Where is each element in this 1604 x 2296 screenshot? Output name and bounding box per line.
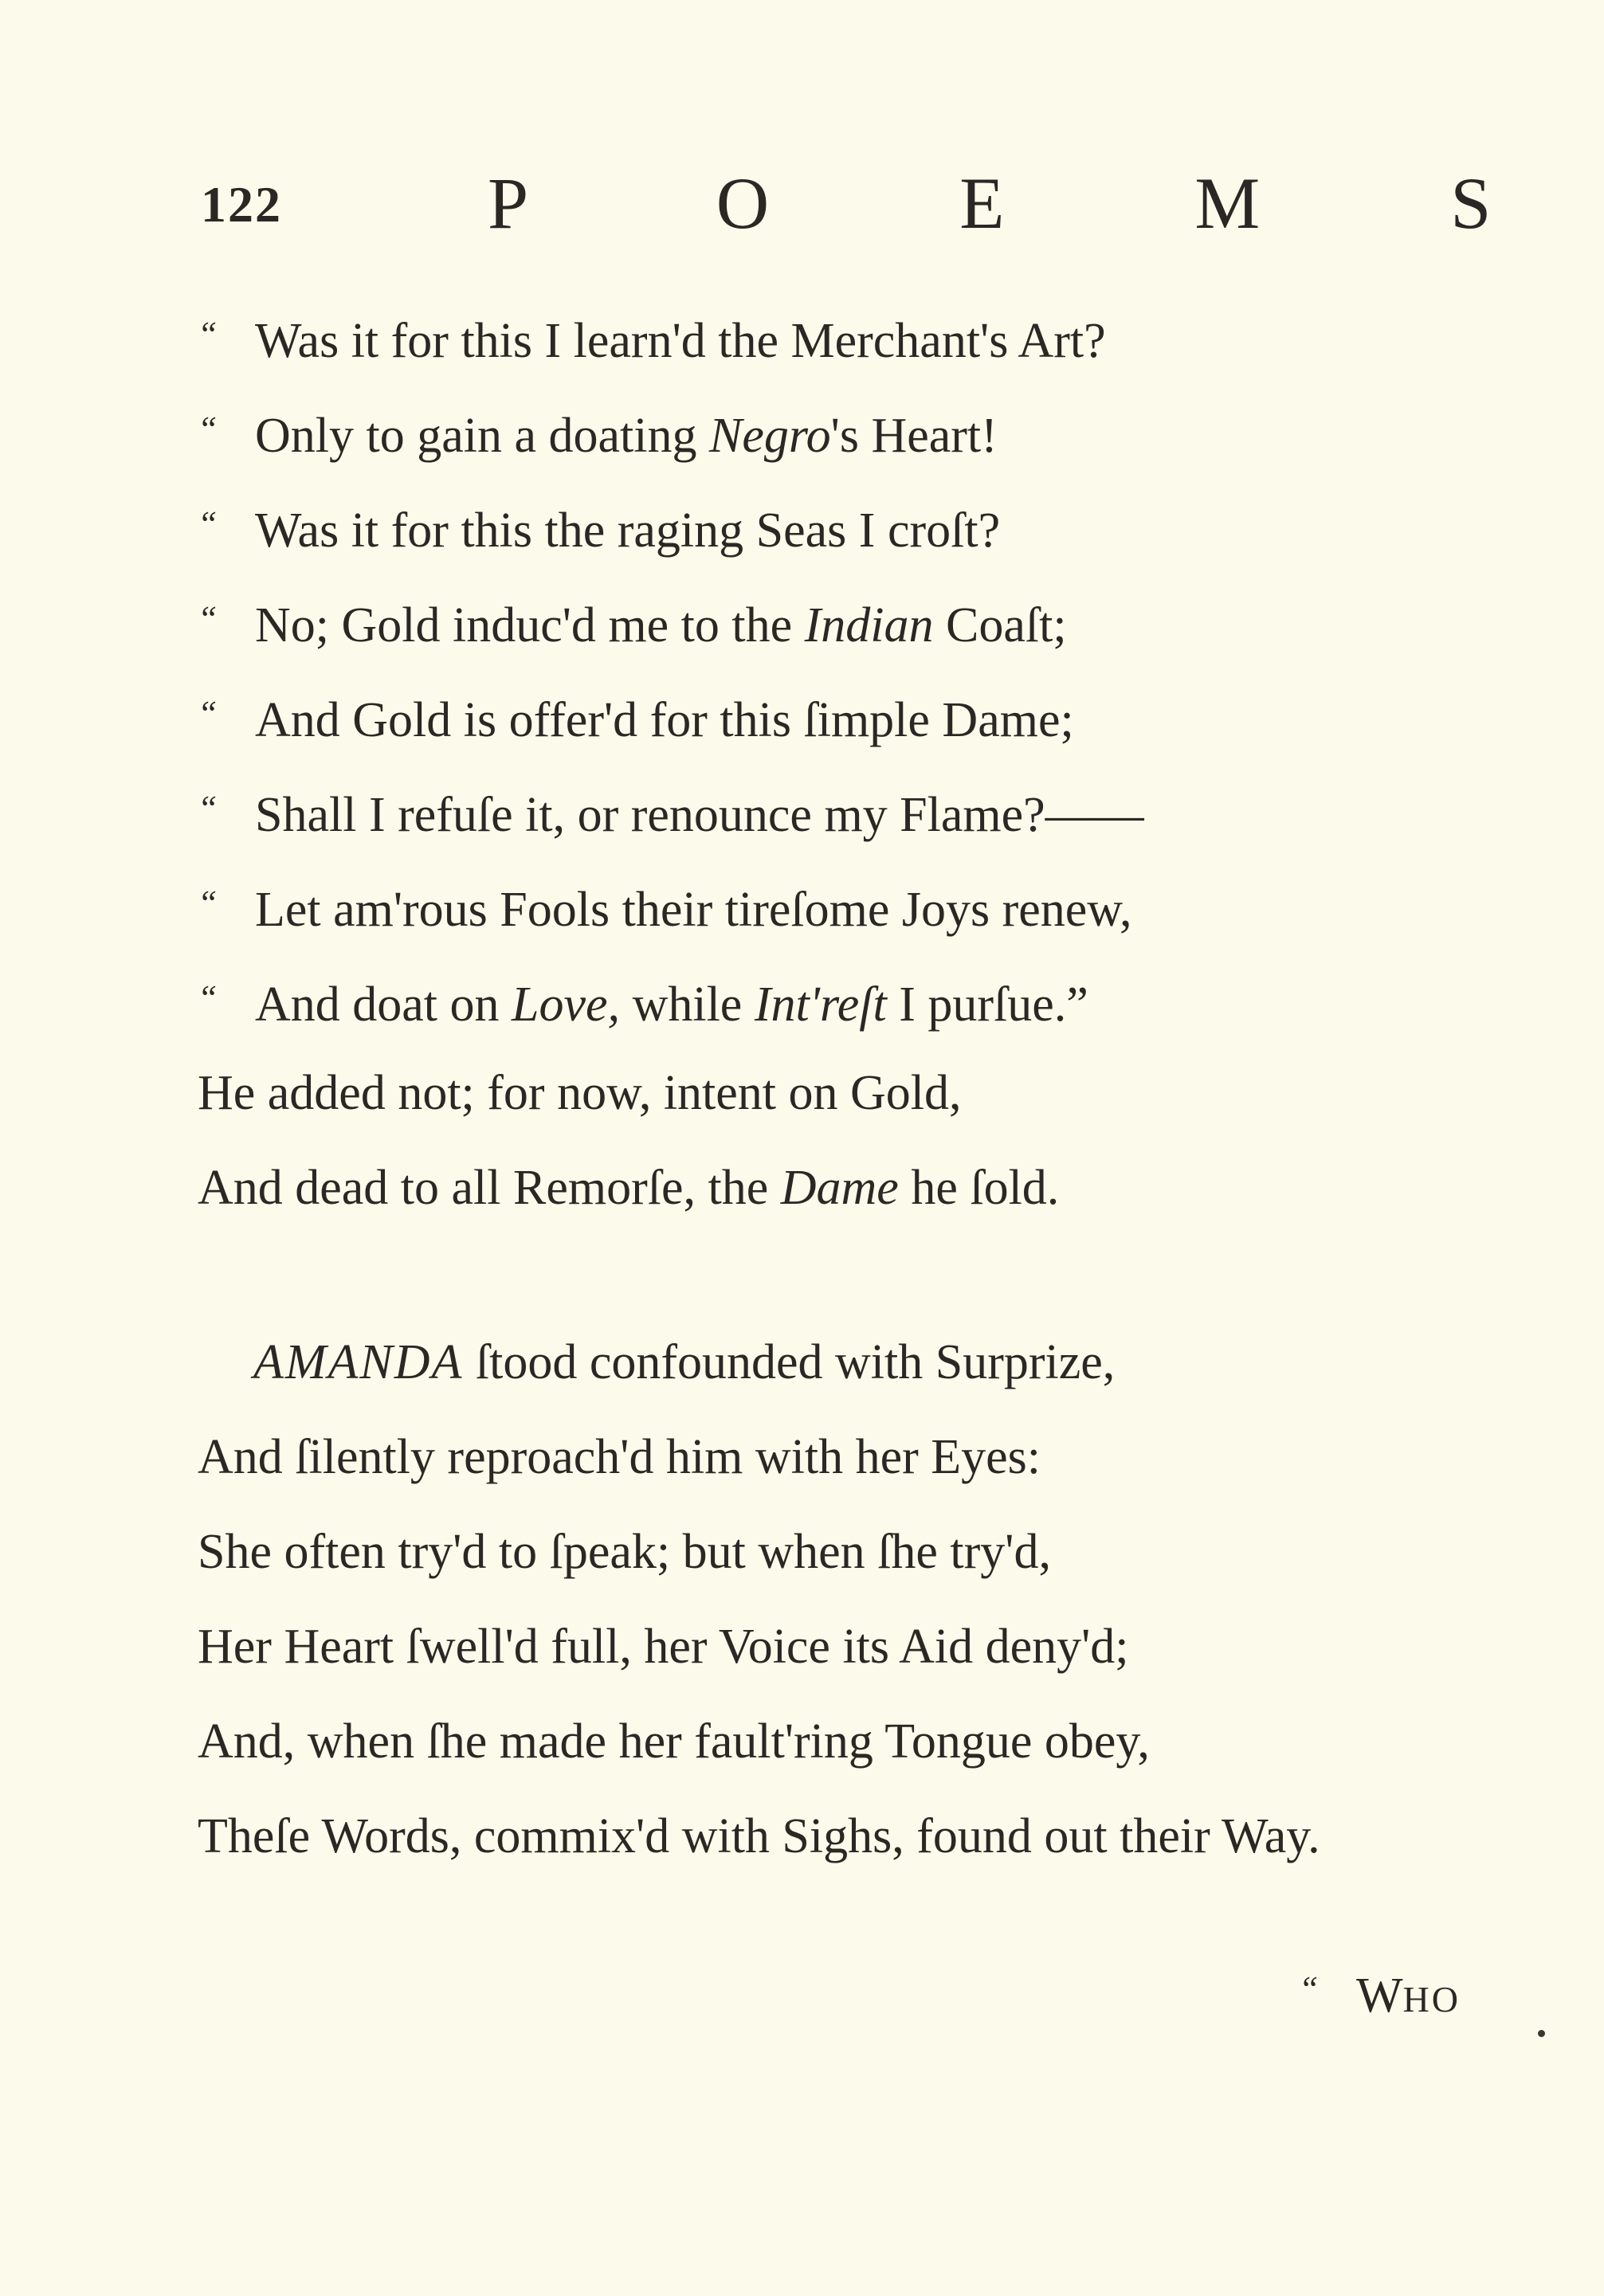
verse-line <box>198 1694 1320 1789</box>
catchword <box>1299 1968 1461 2024</box>
catchword-initial: W <box>1356 1969 1403 2023</box>
line-text: And doat on <box>255 978 512 1032</box>
running-head <box>201 159 1578 247</box>
line-text: 's Heart! <box>830 409 998 463</box>
verse-line <box>198 476 1144 571</box>
stanza-2 <box>198 1315 1320 1883</box>
verse-line <box>198 1140 1144 1235</box>
opening-quote: “ <box>198 599 218 638</box>
catchword-rest: HO <box>1402 1979 1461 2020</box>
verse-line <box>198 666 1144 761</box>
line-text: I purſue.” <box>886 978 1088 1032</box>
line-text: Shall I refuſe it, or renounce my Flame?—— <box>255 788 1144 842</box>
opening-quote: “ <box>198 409 218 449</box>
verse-line <box>198 287 1144 382</box>
stanza-1 <box>198 287 1144 1235</box>
opening-quote: “ <box>198 504 218 543</box>
line-text: Her Heart ſwell'd full, her Voice its Aid deny'd; <box>198 1620 1129 1674</box>
verse-line <box>198 1045 1144 1140</box>
italic-word: Dame <box>780 1161 899 1215</box>
ink-speck <box>1538 2030 1545 2037</box>
line-text: And dead to all Remorſe, the <box>198 1161 781 1215</box>
line-text: ſtood confounded with Surprize, <box>463 1335 1116 1389</box>
verse-line <box>198 1599 1320 1694</box>
italic-word: Int'reſt <box>754 978 887 1032</box>
line-text: Was it for this I learn'd the Merchant's Art? <box>255 314 1106 368</box>
line-text: while <box>620 978 755 1032</box>
page-number: 122 <box>201 176 282 233</box>
line-text: Coaſt; <box>933 598 1067 652</box>
verse-line <box>198 382 1144 476</box>
line-text: She often try'd to ſpeak; but when ſhe try'd, <box>198 1525 1051 1579</box>
verse-line <box>198 1504 1320 1599</box>
italic-word: Negro <box>708 409 831 463</box>
italic-word: Love, <box>512 978 621 1032</box>
opening-quote: “ <box>198 694 218 733</box>
line-text: Theſe Words, commix'd with Sighs, found out their Way. <box>198 1809 1320 1863</box>
line-text: And Gold is offer'd for this ſimple Dame; <box>255 693 1074 747</box>
verse-line <box>198 1409 1320 1504</box>
line-text: No; Gold induc'd me to the <box>255 598 805 652</box>
opening-quote: “ <box>198 884 218 923</box>
line-text: Was it for this the raging Seas I croſt? <box>255 503 1001 558</box>
opening-quote: “ <box>1299 1969 1319 2008</box>
page-title: P O E M S <box>488 163 1578 244</box>
line-text: And, when ſhe made her fault'ring Tongue obey, <box>198 1714 1150 1769</box>
line-text: He added not; for now, intent on Gold, <box>198 1066 962 1120</box>
character-name: AMANDA <box>253 1335 464 1389</box>
line-text: Let am'rous Fools their tireſome Joys renew, <box>255 883 1132 937</box>
verse-line <box>198 761 1144 856</box>
verse-line <box>198 1315 1320 1409</box>
line-text: he ſold. <box>898 1161 1060 1215</box>
verse-line <box>198 950 1144 1045</box>
opening-quote: “ <box>198 978 218 1017</box>
verse-line <box>198 1789 1320 1883</box>
verse-line <box>198 856 1144 950</box>
line-text: And ſilently reproach'd him with her Eyes: <box>198 1430 1041 1484</box>
italic-word: Indian <box>804 598 934 652</box>
line-text: Only to gain a doating <box>255 409 709 463</box>
opening-quote: “ <box>198 789 218 828</box>
opening-quote: “ <box>198 315 218 354</box>
verse-line <box>198 571 1144 666</box>
